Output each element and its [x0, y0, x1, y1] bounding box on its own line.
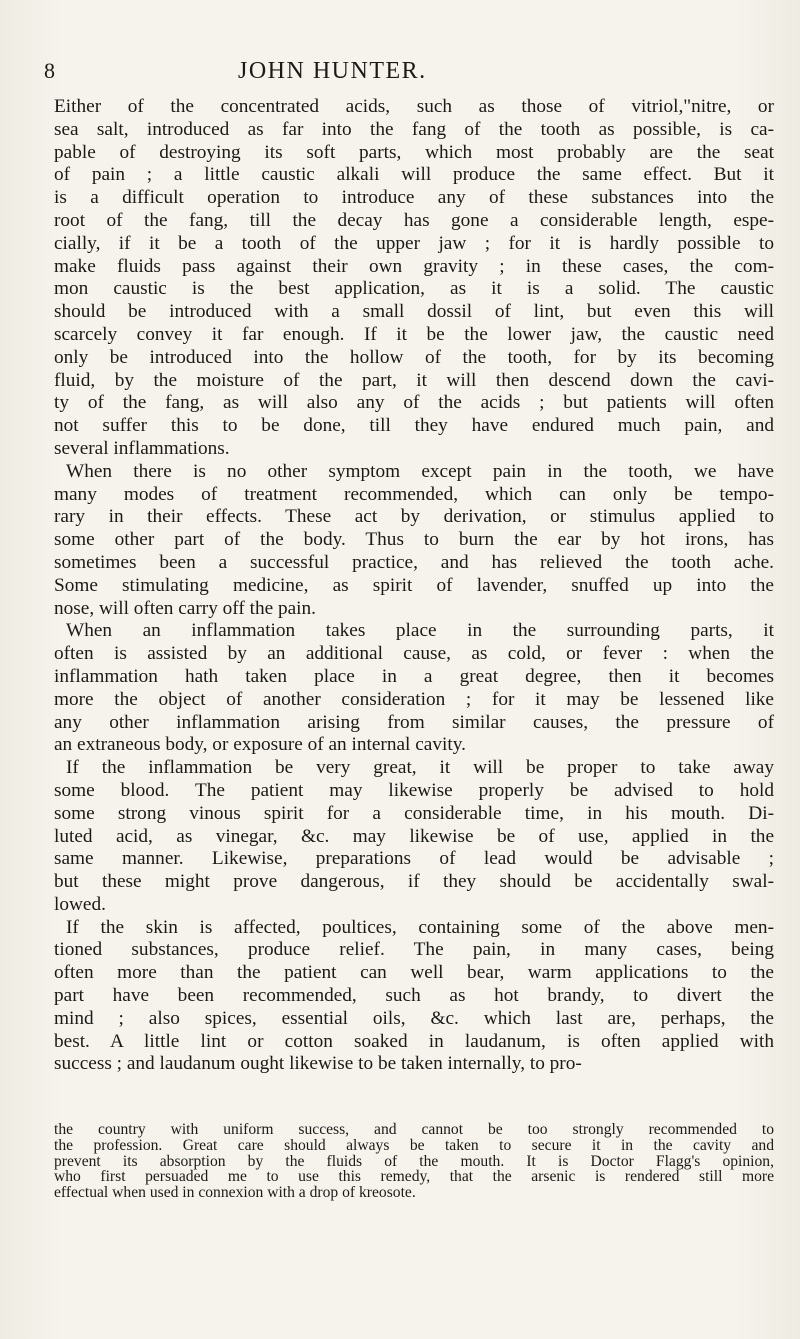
text-line: When there is no other symptom except pain in the tooth, we have	[66, 460, 774, 482]
text-line: often is assisted by an additional cause, as cold, or fever : when the	[54, 643, 774, 665]
footnote	[54, 1122, 774, 1201]
text-line: tioned substances, produce relief. The pain, in many cases, being	[54, 939, 774, 961]
running-head: JOHN HUNTER.	[238, 58, 427, 84]
footnote-line: effectual when used in connexion with a drop of kreosote.	[54, 1184, 416, 1202]
text-line: any other inflammation arising from similar causes, the pressure of	[54, 711, 774, 733]
footnote-line: prevent its absorption by the fluids of the mouth. It is Doctor Flagg's opinion,	[54, 1152, 774, 1170]
text-line: only be introduced into the hollow of the tooth, for by its becoming	[54, 346, 774, 368]
text-line: of pain ; a little caustic alkali will produce the same effect. But it	[54, 164, 774, 186]
text-line: some blood. The patient may likewise properly be advised to hold	[54, 779, 774, 801]
text-line: ty of the fang, as will also any of the acids ; but patients will often	[54, 392, 774, 414]
text-line: nose, will often carry off the pain.	[54, 597, 317, 619]
text-line: is a difficult operation to introduce any of these substances into the	[54, 187, 774, 209]
text-line: best. A little lint or cotton soaked in laudanum, is often applied with	[54, 1030, 774, 1052]
text-line: Some stimulating medicine, as spirit of lavender, snuffed up into the	[54, 574, 774, 596]
text-line: not suffer this to be done, till they have endured much pain, and	[54, 415, 774, 437]
text-line: several inflammations.	[54, 437, 230, 459]
text-line: many modes of treatment recommended, which can only be tempo-	[54, 483, 774, 505]
text-line: some other part of the body. Thus to burn the ear by hot irons, has	[54, 529, 774, 551]
paragraph	[54, 461, 774, 621]
text-line: rary in their effects. These act by derivation, or stimulus applied to	[54, 506, 774, 528]
text-line: sometimes been a successful practice, and has relieved the tooth ache.	[54, 551, 774, 573]
text-line: scarcely convey it far enough. If it be the lower jaw, the caustic need	[54, 323, 774, 345]
text-line: more the object of another consideration ; for it may be lessened like	[54, 688, 774, 710]
footnote-line: the country with uniform success, and cannot be too strongly recommended to	[54, 1121, 774, 1138]
text-line: but these might prove dangerous, if they should be accidentally swal-	[54, 871, 774, 893]
text-line: same manner. Likewise, preparations of lead would be advisable ;	[54, 848, 774, 870]
body-text	[54, 96, 774, 1076]
text-line: cially, if it be a tooth of the upper jaw ; for it is hardly possible to	[54, 232, 774, 254]
text-line: If the skin is affected, poultices, containing some of the above men-	[66, 916, 774, 938]
text-line: some strong vinous spirit for a considerable time, in his mouth. Di-	[54, 802, 774, 824]
text-line: mind ; also spices, essential oils, &c. which last are, perhaps, the	[54, 1007, 774, 1029]
text-line: lowed.	[54, 893, 106, 915]
paragraph	[54, 757, 774, 917]
text-line: inflammation hath taken place in a great degree, then it becomes	[54, 665, 774, 687]
text-line: pable of destroying its soft parts, which most probably are the seat	[54, 141, 774, 163]
text-line: often more than the patient can well bear, warm applications to the	[54, 962, 774, 984]
page-header	[0, 56, 800, 86]
page-number: 8	[44, 58, 55, 83]
text-line: make fluids pass against their own gravity ; in these cases, the com-	[54, 255, 774, 277]
footnote-line: the profession. Great care should always be taken to secure it in the cavity and	[54, 1136, 774, 1154]
text-line: root of the fang, till the decay has gone a considerable length, espe-	[54, 209, 774, 231]
text-line: When an inflammation takes place in the surrounding parts, it	[66, 620, 774, 642]
text-line: sea salt, introduced as far into the fang of the tooth as possible, is ca-	[54, 118, 774, 140]
text-line: an extraneous body, or exposure of an internal cavity.	[54, 734, 466, 756]
paragraph	[54, 96, 774, 461]
paragraph	[54, 620, 774, 757]
text-line: fluid, by the moisture of the part, it will then descend down the cavi-	[54, 369, 774, 391]
text-line: mon caustic is the best application, as it is a solid. The caustic	[54, 278, 774, 300]
text-line: Either of the concentrated acids, such as those of vitriol,"nitre, or	[54, 96, 774, 117]
text-line: luted acid, as vinegar, &c. may likewise be of use, applied in the	[54, 825, 774, 847]
text-line: success ; and laudanum ought likewise to be taken internally, to pro-	[54, 1053, 582, 1075]
footnote-line: who first persuaded me to use this remedy, that the arsenic is rendered still more	[54, 1168, 774, 1186]
text-line: should be introduced with a small dossil of lint, but even this will	[54, 301, 774, 323]
text-line: part have been recommended, such as hot brandy, to divert the	[54, 985, 774, 1007]
text-line: If the inflammation be very great, it will be proper to take away	[66, 757, 774, 779]
paragraph	[54, 917, 774, 1077]
